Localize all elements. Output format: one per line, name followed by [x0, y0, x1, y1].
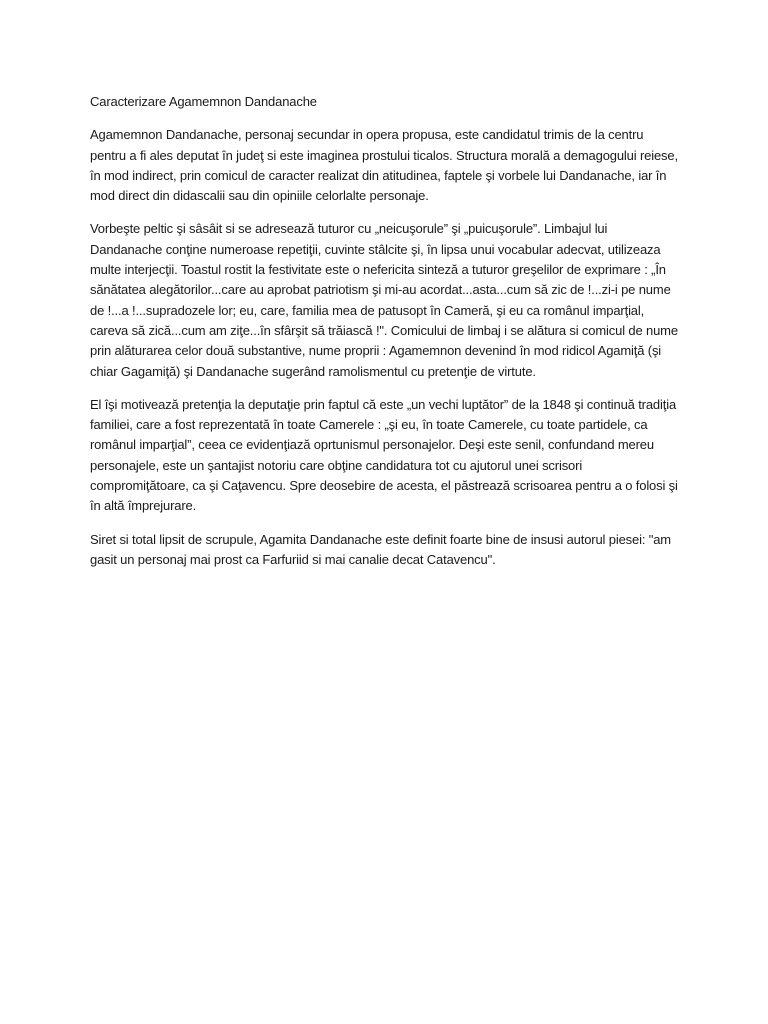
- paragraph-conclusion: Siret si total lipsit de scrupule, Agamita Dandanache este definit foarte bine de insusi autorul piesei: "am gasit un personaj mai prost ca Farfuriid si mai canalie decat Catavencu".: [90, 531, 671, 567]
- paragraph-language: Vorbeşte peltic şi sâsâit si se adresează tuturor cu „neicuşorule” şi „puicuşorule”. Limbajul lui Dandanache conţine numeroase repetiţii, cuvinte stâlcite şi, în lipsa unui vocabular adecvat, utilizeaza multe interjecţii. Toastul rostit la festivitate este o nefericita sinteză a tuturor greşelilor de exprimare : „În sănătatea alegătorilor...care au aprobat patriotism şi mi-au acordat...asta...cum să zic de !...zi-i pe nume de !...a !...supradozele lor; eu, care, familia mea de patusopt în Cameră, şi eu ca românul imparţial, careva să zică...cum am ziţe...în sfârşit să trăiască !". Comicului de limbaj i se alătura si comicul de nume prin alăturarea celor două substantive, nume proprii : Agamemnon devenind în mod ridicol Agamiţă (şi chiar Gagamiţă) şi Dandanache sugerând ramolismentul cu pretenţie de virtute.: [90, 221, 678, 379]
- paragraph-intro: Agamemnon Dandanache, personaj secundar in opera propusa, este candidatul trimis de la centru pentru a fi ales deputat în judeţ si este imaginea prostului ticalos. Structura morală a demagogului reiese, în mod indirect, prin comicul de caracter realizat din atitudinea, faptele şi vorbele lui Dandanache, iar în mod direct din didascalii sau din opiniile celorlalte personaje.: [90, 127, 678, 204]
- paragraph-motivation: El îşi motivează pretenţia la deputaţie prin faptul că este „un vechi luptător” de la 1848 şi continuă tradiţia familiei, care a fost reprezentată în toate Camerele : „şi eu, în toate Camerele, cu toate partidele, ca românul imparţial”, ceea ce evidenţiază oprtunismul personajelor. Deşi este senil, confundand mereu personajele, este un şantajist notoriu care obţine candidatura tot cu ajutorul unei scrisori compromiţătoare, ca şi Caţavencu. Spre deosebire de acesta, el păstrează scrisoarea pentru a o folosi şi în altă împrejurare.: [90, 396, 678, 514]
- document-title: Caracterizare Agamemnon Dandanache: [90, 94, 317, 109]
- document-body: [90, 92, 678, 583]
